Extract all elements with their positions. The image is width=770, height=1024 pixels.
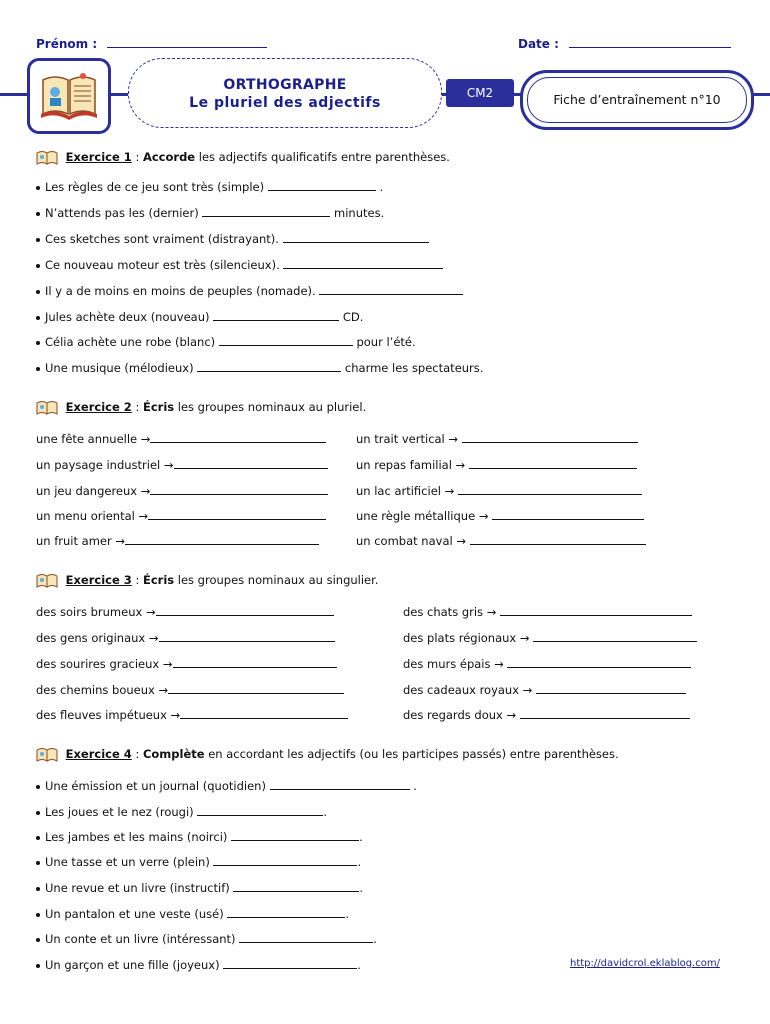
list-item: des chemins boueux → <box>36 683 344 697</box>
exercise-2-instruction: les groupes nominaux au pluriel. <box>177 400 367 414</box>
answer-blank[interactable] <box>283 258 443 269</box>
list-item: Les règles de ce jeu sont très (simple) . <box>36 180 383 194</box>
answer-blank[interactable] <box>462 432 638 443</box>
list-item: Un conte et un livre (intéressant) . <box>36 932 377 946</box>
list-item: un jeu dangereux → <box>36 484 328 498</box>
answer-blank[interactable] <box>197 805 323 816</box>
level-badge: CM2 <box>446 79 514 107</box>
exercise-4-label: Exercice 4 <box>65 747 132 761</box>
list-item: Une tasse et un verre (plein) . <box>36 855 361 869</box>
exercise-1-verb: Accorde <box>142 150 196 164</box>
answer-blank[interactable] <box>150 432 326 443</box>
list-item: N’attends pas les (dernier) minutes. <box>36 206 384 220</box>
answer-blank[interactable] <box>213 855 357 866</box>
list-item: des chats gris → <box>403 605 692 619</box>
fiche-label: Fiche d’entraînement n°10 <box>527 77 747 123</box>
answer-blank[interactable] <box>458 484 642 495</box>
answer-blank[interactable] <box>270 779 410 790</box>
fiche-box <box>520 70 754 130</box>
list-item: Les joues et le nez (rougi) . <box>36 805 327 819</box>
date-blank[interactable] <box>569 36 731 48</box>
answer-blank[interactable] <box>283 232 429 243</box>
answer-blank[interactable] <box>223 958 357 969</box>
answer-blank[interactable] <box>159 631 335 642</box>
exercise-1-title: Exercice 1 : Accorde les adjectifs qualificatifs entre parenthèses. <box>36 150 450 165</box>
answer-blank[interactable] <box>233 881 359 892</box>
answer-blank[interactable] <box>533 631 697 642</box>
list-item: un combat naval → <box>356 534 646 548</box>
answer-blank[interactable] <box>520 708 690 719</box>
exercise-3-title: Exercice 3 : Écris les groupes nominaux au singulier. <box>36 573 378 588</box>
prenom-field <box>36 36 267 51</box>
answer-blank[interactable] <box>174 458 328 469</box>
exercise-3-label: Exercice 3 <box>65 573 132 587</box>
list-item: un lac artificiel → <box>356 484 642 498</box>
list-item: Jules achète deux (nouveau) CD. <box>36 310 363 324</box>
list-item: Une émission et un journal (quotidien) . <box>36 779 417 793</box>
exercise-4-instruction: en accordant les adjectifs (ou les participes passés) entre parenthèses. <box>208 747 619 761</box>
list-item: un repas familial → <box>356 458 637 472</box>
answer-blank[interactable] <box>202 206 330 217</box>
list-item: des gens originaux → <box>36 631 335 645</box>
list-item: des cadeaux royaux → <box>403 683 686 697</box>
list-item: Ce nouveau moteur est très (silencieux). <box>36 258 443 272</box>
answer-blank[interactable] <box>213 310 339 321</box>
logo-frame <box>27 58 111 134</box>
subject-title: ORTHOGRAPHE <box>223 77 347 93</box>
list-item: Un garçon et une fille (joyeux) . <box>36 958 361 972</box>
lesson-title: Le pluriel des adjectifs <box>189 95 381 111</box>
list-item: un menu oriental → <box>36 509 326 523</box>
answer-blank[interactable] <box>239 932 373 943</box>
answer-blank[interactable] <box>319 284 463 295</box>
book-icon <box>36 400 58 415</box>
answer-blank[interactable] <box>173 657 337 668</box>
exercise-2-title: Exercice 2 : Écris les groupes nominaux au pluriel. <box>36 400 366 415</box>
exercise-4-title: Exercice 4 : Complète en accordant les adjectifs (ou les participes passés) entre parenthèses. <box>36 747 619 762</box>
answer-blank[interactable] <box>227 907 345 918</box>
list-item: Célia achète une robe (blanc) pour l’été. <box>36 335 416 349</box>
footer-link[interactable]: http://davidcrol.eklablog.com/ <box>570 958 720 969</box>
exercise-3-verb: Écris <box>142 573 175 587</box>
answer-blank[interactable] <box>231 830 359 841</box>
answer-blank[interactable] <box>536 683 686 694</box>
list-item: des fleuves impétueux → <box>36 708 348 722</box>
answer-blank[interactable] <box>507 657 691 668</box>
list-item: des sourires gracieux → <box>36 657 337 671</box>
answer-blank[interactable] <box>268 180 376 191</box>
answer-blank[interactable] <box>168 683 344 694</box>
exercise-1-label: Exercice 1 <box>65 150 132 164</box>
list-item: des murs épais → <box>403 657 691 671</box>
prenom-label: Prénom : <box>36 37 98 51</box>
prenom-blank[interactable] <box>107 36 267 48</box>
list-item: un fruit amer → <box>36 534 319 548</box>
answer-blank[interactable] <box>156 605 334 616</box>
answer-blank[interactable] <box>148 509 326 520</box>
exercise-2-verb: Écris <box>142 400 175 414</box>
answer-blank[interactable] <box>125 534 319 545</box>
list-item: des regards doux → <box>403 708 690 722</box>
list-item: des plats régionaux → <box>403 631 697 645</box>
list-item: Un pantalon et une veste (usé) . <box>36 907 349 921</box>
list-item: une fête annuelle → <box>36 432 326 446</box>
title-box <box>128 58 442 128</box>
exercise-1-instruction: les adjectifs qualificatifs entre parenthèses. <box>198 150 450 164</box>
book-icon <box>36 747 58 762</box>
answer-blank[interactable] <box>219 335 353 346</box>
list-item: un paysage industriel → <box>36 458 328 472</box>
answer-blank[interactable] <box>469 458 637 469</box>
answer-blank[interactable] <box>197 361 341 372</box>
book-icon <box>36 150 58 165</box>
list-item: des soirs brumeux → <box>36 605 334 619</box>
exercise-4-verb: Complète <box>142 747 205 761</box>
answer-blank[interactable] <box>500 605 692 616</box>
answer-blank[interactable] <box>492 509 644 520</box>
exercise-3-instruction: les groupes nominaux au singulier. <box>177 573 379 587</box>
exercise-2-label: Exercice 2 <box>65 400 132 414</box>
list-item: une règle métallique → <box>356 509 644 523</box>
list-item: Une revue et un livre (instructif) . <box>36 881 363 895</box>
answer-blank[interactable] <box>470 534 646 545</box>
list-item: Ces sketches sont vraiment (distrayant). <box>36 232 429 246</box>
book-icon <box>36 573 58 588</box>
date-label: Date : <box>518 37 559 51</box>
list-item: Il y a de moins en moins de peuples (nomade). <box>36 284 463 298</box>
answer-blank[interactable] <box>150 484 328 495</box>
list-item: un trait vertical → <box>356 432 638 446</box>
list-item: Les jambes et les mains (noirci) . <box>36 830 363 844</box>
date-field <box>518 36 731 51</box>
list-item: Une musique (mélodieux) charme les spectateurs. <box>36 361 483 375</box>
answer-blank[interactable] <box>180 708 348 719</box>
open-book-icon <box>39 70 99 120</box>
